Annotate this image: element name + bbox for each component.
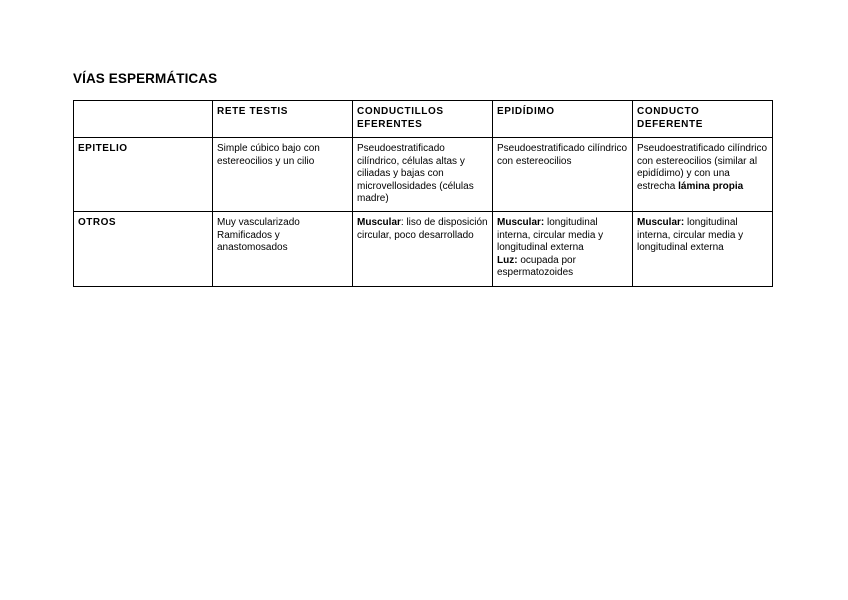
cell-bold-text: lámina propia xyxy=(678,180,744,192)
cell-epitelio-epididimo: Pseudoestratificado cilíndrico con estereocilios xyxy=(493,138,633,212)
table-row xyxy=(74,138,773,212)
table-row xyxy=(74,212,773,287)
cell-text: ocupada por espermatozoides xyxy=(497,254,576,279)
cell-otros-epididimo xyxy=(493,212,633,287)
cell-line: Ramificados y anastomosados xyxy=(217,229,288,254)
cell-text: longitudinal interna, circular media y longitudinal externa xyxy=(497,217,604,254)
cell-text: Pseudoestratificado cilíndrico con estereocilios (similar al epidídimo) y con una estrecha xyxy=(637,143,768,192)
header-cell-rete-testis: RETE TESTIS xyxy=(213,101,353,138)
header-cell-conducto-deferente: CONDUCTO DEFERENTE xyxy=(633,101,773,138)
row-label-otros: OTROS xyxy=(74,212,213,287)
header-cell-epididimo: EPIDÍDIMO xyxy=(493,101,633,138)
cell-line: Muy vascularizado xyxy=(217,217,300,228)
cell-epitelio-rete-testis: Simple cúbico bajo con estereocilios y un cilio xyxy=(213,138,353,212)
cell-bold-text: Muscular: xyxy=(637,217,685,228)
row-label-epitelio: EPITELIO xyxy=(74,138,213,212)
header-cell-conductillos-eferentes: CONDUCTILLOS EFERENTES xyxy=(353,101,493,138)
cell-text: longitudinal interna, circular media y longitudinal externa xyxy=(637,217,744,254)
table-header-row xyxy=(74,101,773,138)
cell-bold-text: Muscular: xyxy=(497,217,545,228)
vias-espermaticas-table xyxy=(73,100,773,287)
cell-bold-text: Muscular xyxy=(357,217,401,228)
cell-epitelio-conducto xyxy=(633,138,773,212)
cell-line xyxy=(497,255,628,280)
cell-otros-conducto xyxy=(633,212,773,287)
cell-otros-conductillos xyxy=(353,212,493,287)
cell-line xyxy=(497,217,628,255)
page-title: VÍAS ESPERMÁTICAS xyxy=(73,71,218,86)
header-cell-empty xyxy=(74,101,213,138)
cell-text: : liso de disposición circular, poco desarrollado xyxy=(357,217,488,241)
cell-bold-text: Luz: xyxy=(497,254,518,266)
cell-otros-rete-testis xyxy=(213,212,353,287)
cell-epitelio-conductillos: Pseudoestratificado cilíndrico, células altas y ciliadas y bajas con microvellosidades (células madre) xyxy=(353,138,493,212)
